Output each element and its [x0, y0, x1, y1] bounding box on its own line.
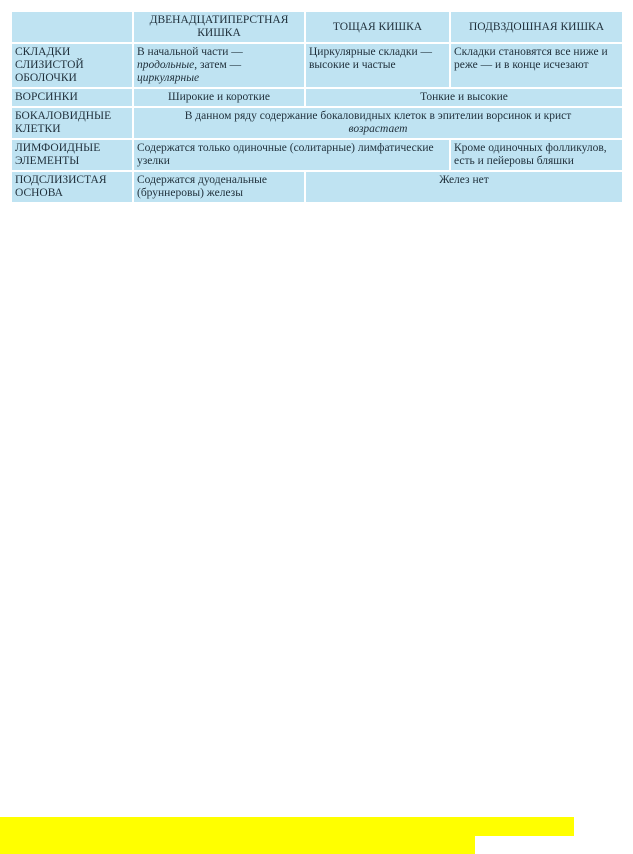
- cell-folds-ileum: Складки становятся все ниже и реже — и в конце исчезают: [451, 44, 622, 87]
- cell-submucosa-duodenum: Содержатся дуоденальные (бруннеровы) железы: [134, 172, 304, 202]
- cell-goblet-all: [134, 108, 622, 138]
- goblet-text: В данном ряду содержание бокаловидных клеток в эпителии ворсинок и крист: [184, 110, 572, 122]
- cell-submucosa-jejunum-ileum: Желез нет: [306, 172, 622, 202]
- highlight-bar-top: [0, 817, 574, 836]
- header-ileum: ПОДВЗДОШНАЯ КИШКА: [451, 12, 622, 42]
- row-submucosa: [12, 172, 622, 202]
- row-folds: [12, 44, 622, 87]
- folds-duodenum-circular: циркулярные: [137, 72, 200, 84]
- cell-villi-jejunum-ileum: Тонкие и высокие: [306, 89, 622, 106]
- row-villi: [12, 89, 622, 106]
- cell-villi-duodenum: Широкие и короткие: [134, 89, 304, 106]
- goblet-increases: возрастает: [348, 123, 408, 135]
- cell-lymphoid-ileum: Кроме одиночных фолликулов, есть и пейеровы бляшки: [451, 140, 622, 170]
- row-label-submucosa: ПОДСЛИЗИСТАЯ ОСНОВА: [12, 172, 132, 202]
- row-label-goblet: БОКАЛОВИДНЫЕ КЛЕТКИ: [12, 108, 132, 138]
- row-label-lymphoid: ЛИМФОИДНЫЕ ЭЛЕМЕНТЫ: [12, 140, 132, 170]
- header-jejunum: ТОЩАЯ КИШКА: [306, 12, 449, 42]
- row-goblet: [12, 108, 622, 138]
- header-row: [12, 12, 622, 42]
- header-duodenum: ДВЕНАДЦАТИПЕРСТНАЯ КИШКА: [134, 12, 304, 42]
- folds-duodenum-prefix: В начальной части —: [137, 46, 243, 58]
- folds-duodenum-longitudinal: продольные: [137, 59, 195, 71]
- row-lymphoid: [12, 140, 622, 170]
- folds-duodenum-middle: , затем —: [194, 59, 242, 71]
- header-corner: [12, 12, 132, 42]
- row-label-villi: ВОРСИНКИ: [12, 89, 132, 106]
- row-label-folds: СКЛАДКИ СЛИЗИСТОЙ ОБОЛОЧКИ: [12, 44, 132, 87]
- intestine-comparison-table: [10, 10, 624, 204]
- cell-folds-jejunum: Циркулярные складки — высокие и частые: [306, 44, 449, 87]
- cell-folds-duodenum: [134, 44, 304, 87]
- highlight-bar-bottom: [0, 836, 475, 854]
- cell-lymphoid-duodenum-jejunum: Содержатся только одиночные (солитарные) лимфатические узелки: [134, 140, 449, 170]
